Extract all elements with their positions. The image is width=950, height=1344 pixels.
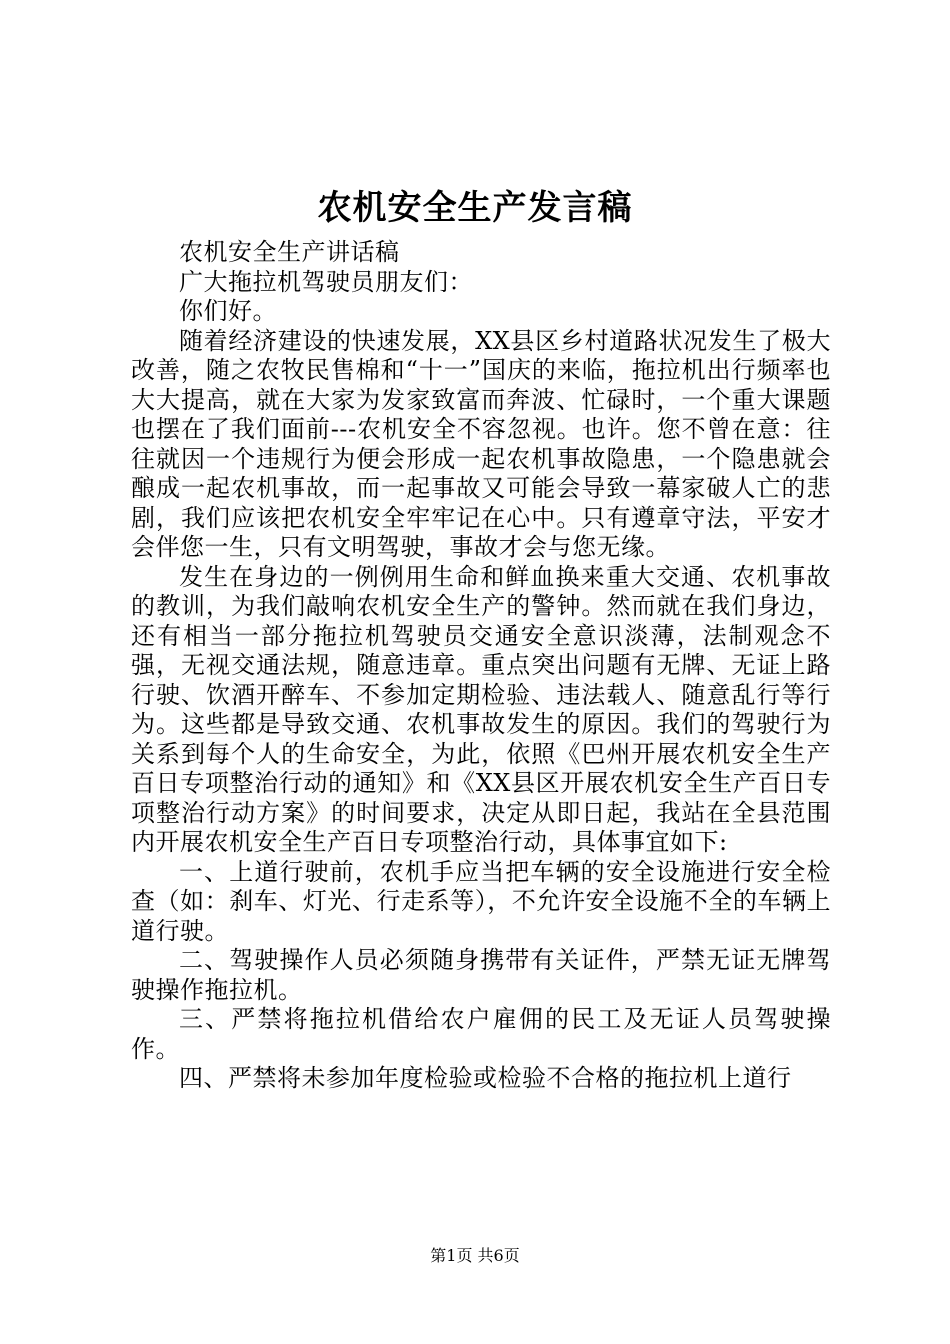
paragraph-body: 随着经济建设的快速发展，XX县区乡村道路状况发生了极大改善，随之农牧民售棉和“十一”国庆的来临，拖拉机出行频率也大大提高，就在大家为发家致富而奔波、忙碌时，一个重大课题也摆在了我们面前---农机安全不容忽视。也许。您不曾在意：往往就因一个违规行为便会形成一起农机事故隐患，一个隐患就会酿成一起农机事故，而一起事故又可能会导致一幕家破人亡的悲剧，我们应该把农机安全牢牢记在心中。只有遵章守法，平安才会伴您一生，只有文明驾驶，事故才会与您无缘。 — [131, 326, 831, 561]
paragraph-item: 一、上道行驶前，农机手应当把车辆的安全设施进行安全检查（如：刹车、灯光、行走系等），不允许安全设施不全的车辆上道行驶。 — [131, 857, 831, 945]
paragraph-body: 发生在身边的一例例用生命和鲜血换来重大交通、农机事故的教训，为我们敲响农机安全生产的警钟。然而就在我们身边，还有相当一部分拖拉机驾驶员交通安全意识淡薄，法制观念不强，无视交通法规，随意违章。重点突出问题有无牌、无证上路行驶、饮酒开醉车、不参加定期检验、违法载人、随意乱行等行为。这些都是导致交通、农机事故发生的原因。我们的驾驶行为关系到每个人的生命安全，为此，依照《巴州开展农机安全生产百日专项整治行动的通知》和《XX县区开展农机安全生产百日专项整治行动方案》的时间要求，决定从即日起，我站在全县范围内开展农机安全生产百日专项整治行动，具体事宜如下: — [131, 562, 831, 856]
document-body — [131, 238, 831, 1094]
document-title: 农机安全生产发言稿 — [317, 188, 633, 228]
page-indicator: 第1页 共6页 — [430, 1246, 520, 1265]
paragraph-subtitle: 农机安全生产讲话稿 — [179, 238, 400, 266]
paragraph-item: 四、严禁将未参加年度检验或检验不合格的拖拉机上道行 — [179, 1064, 792, 1092]
paragraph-item: 二、驾驶操作人员必须随身携带有关证件，严禁无证无牌驾驶操作拖拉机。 — [131, 946, 831, 1004]
paragraph-salutation: 广大拖拉机驾驶员朋友们： — [179, 267, 473, 296]
paragraph-item: 三、严禁将拖拉机借给农户雇佣的民工及无证人员驾驶操作。 — [131, 1005, 831, 1063]
paragraph-greeting: 你们好。 — [179, 297, 277, 325]
